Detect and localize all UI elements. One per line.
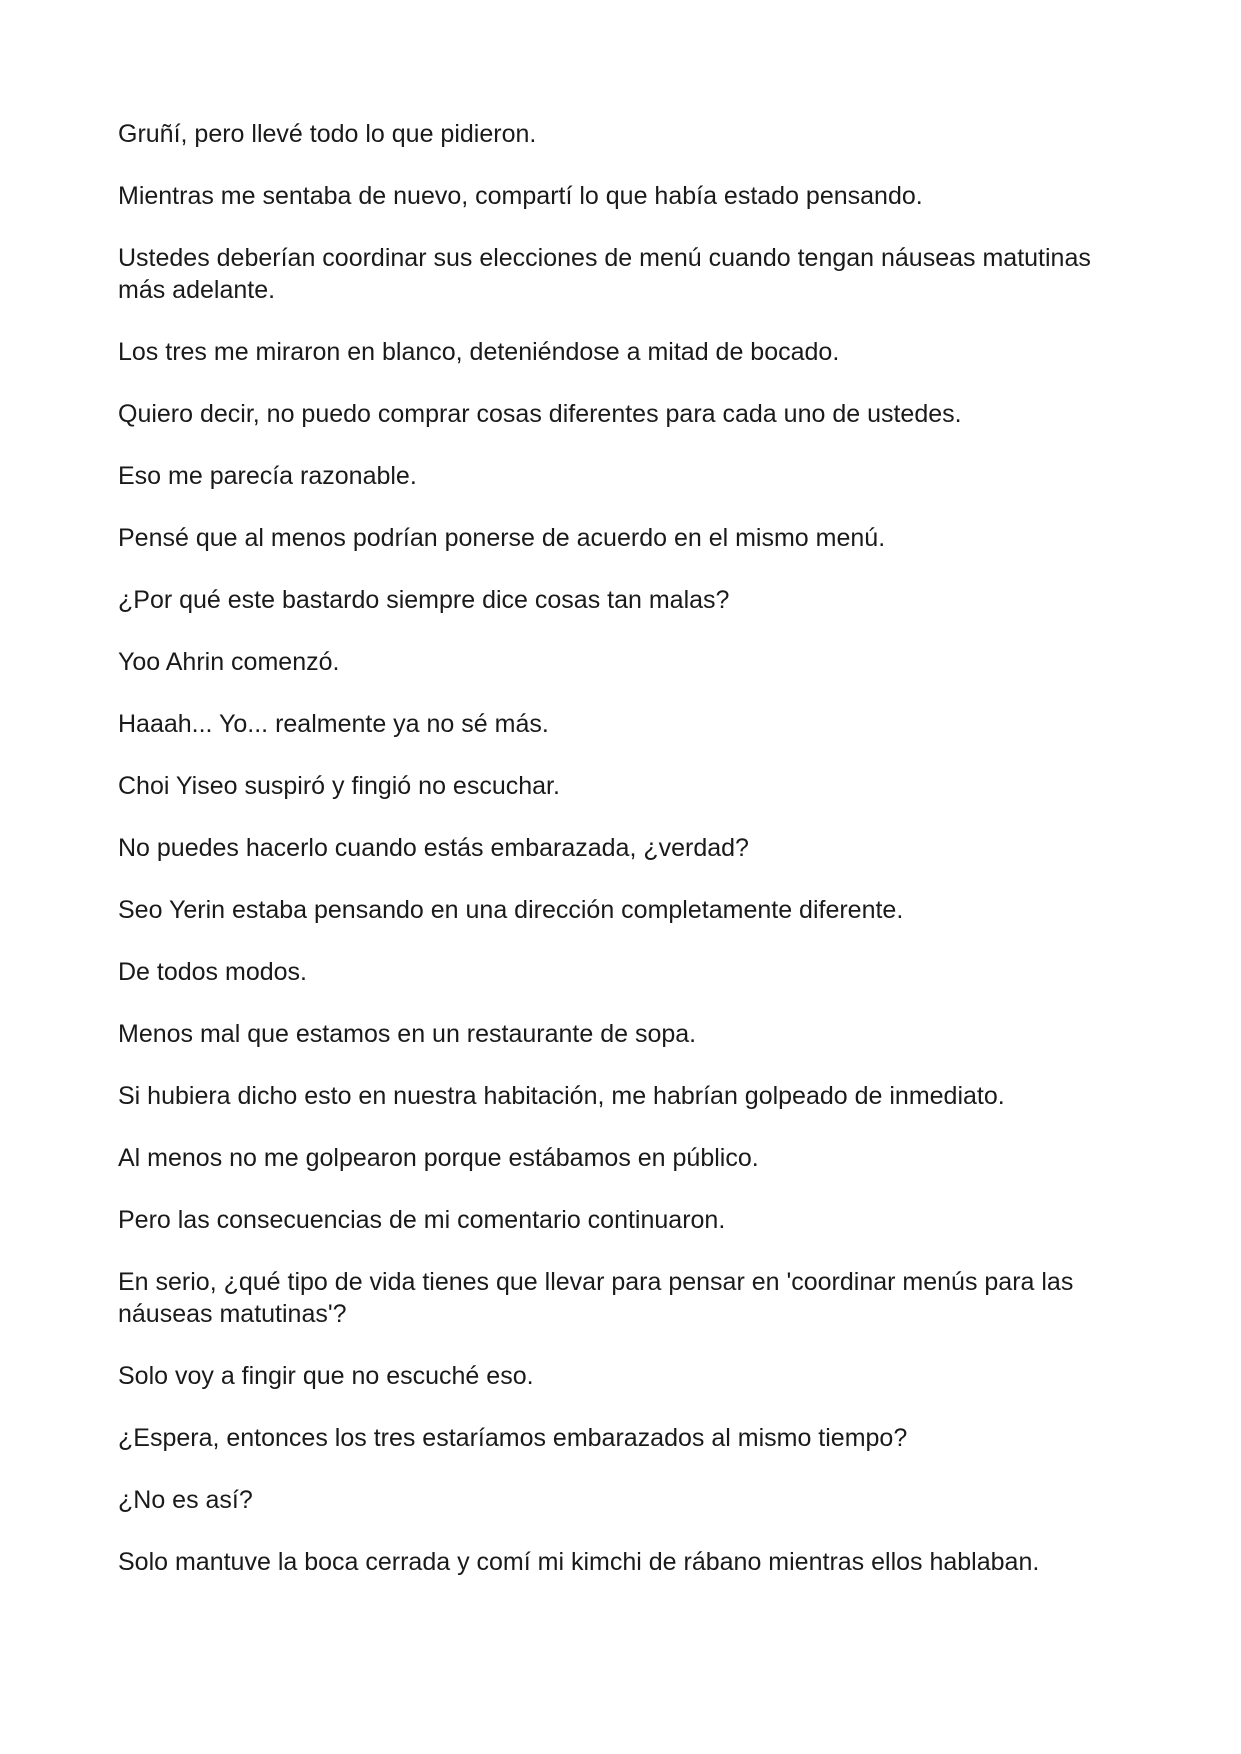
paragraph: Pensé que al menos podrían ponerse de acuerdo en el mismo menú. [118, 524, 886, 552]
paragraph: ¿Espera, entonces los tres estaríamos embarazados al mismo tiempo? [118, 1424, 908, 1452]
paragraph: Quiero decir, no puedo comprar cosas diferentes para cada uno de ustedes. [118, 400, 962, 428]
paragraph: Yoo Ahrin comenzó. [118, 648, 340, 676]
paragraph: Menos mal que estamos en un restaurante de sopa. [118, 1020, 697, 1048]
paragraph: Gruñí, pero llevé todo lo que pidieron. [118, 120, 537, 148]
paragraph: Si hubiera dicho esto en nuestra habitación, me habrían golpeado de inmediato. [118, 1082, 1005, 1110]
paragraph: De todos modos. [118, 958, 307, 986]
paragraph: Pero las consecuencias de mi comentario continuaron. [118, 1206, 726, 1234]
paragraph: Mientras me sentaba de nuevo, compartí lo que había estado pensando. [118, 182, 923, 210]
paragraph: Solo mantuve la boca cerrada y comí mi kimchi de rábano mientras ellos hablaban. [118, 1548, 1040, 1576]
paragraph: Los tres me miraron en blanco, deteniéndose a mitad de bocado. [118, 338, 840, 366]
paragraph: Eso me parecía razonable. [118, 462, 417, 490]
paragraph: No puedes hacerlo cuando estás embarazada, ¿verdad? [118, 834, 749, 862]
paragraph: ¿Por qué este bastardo siempre dice cosas tan malas? [118, 586, 730, 614]
paragraph: En serio, ¿qué tipo de vida tienes que llevar para pensar en 'coordinar menús para las náuseas matutinas'? [118, 1268, 1074, 1328]
document-body [118, 118, 1128, 1608]
paragraph: Ustedes deberían coordinar sus elecciones de menú cuando tengan náuseas matutinas más adelante. [118, 244, 1091, 304]
paragraph: Seo Yerin estaba pensando en una dirección completamente diferente. [118, 896, 904, 924]
paragraph: Solo voy a fingir que no escuché eso. [118, 1362, 534, 1390]
paragraph: ¿No es así? [118, 1486, 253, 1514]
paragraph: Al menos no me golpearon porque estábamos en público. [118, 1144, 759, 1172]
paragraph: Choi Yiseo suspiró y fingió no escuchar. [118, 772, 560, 800]
paragraph: Haaah... Yo... realmente ya no sé más. [118, 710, 549, 738]
